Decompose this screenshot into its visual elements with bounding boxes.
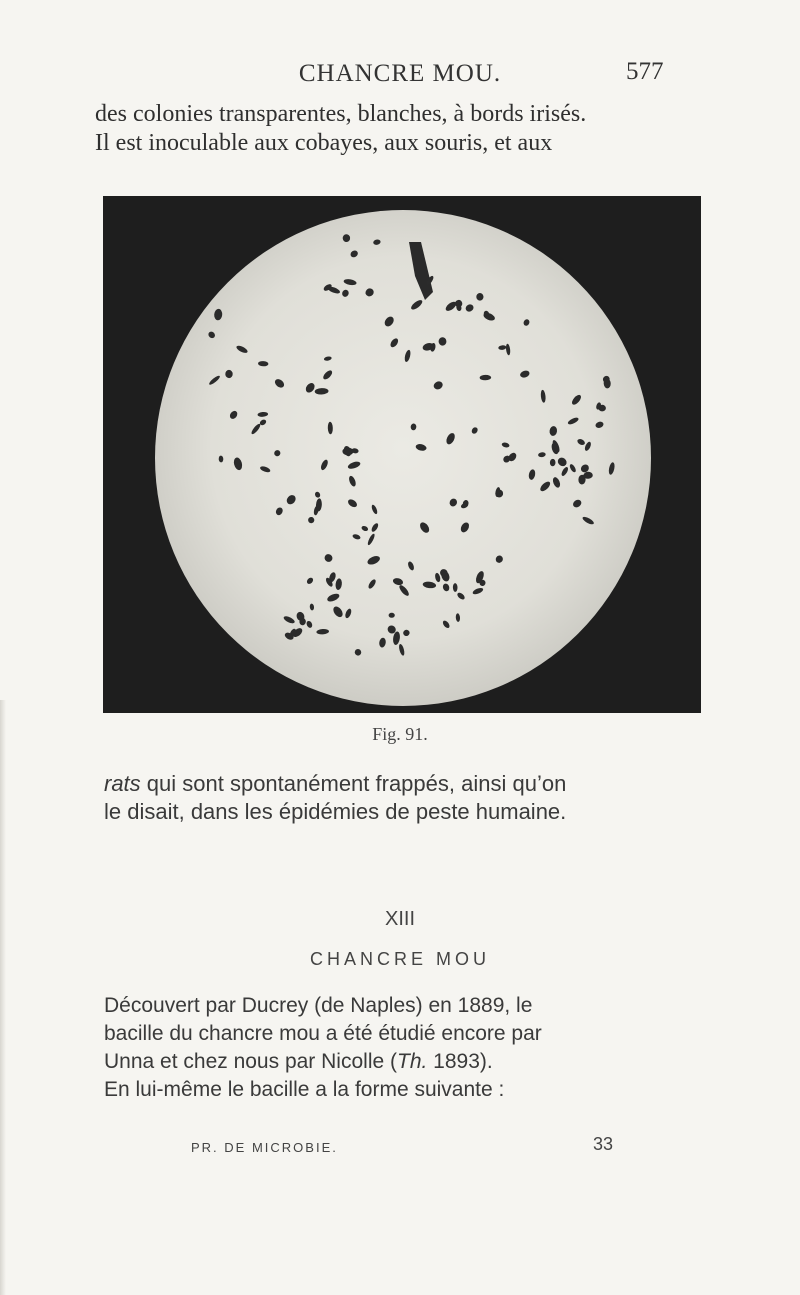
text-fragment: 1893). [427,1050,493,1073]
micrograph-image [103,196,701,713]
section-number: XIII [384,908,415,930]
paragraph-middle [104,770,724,826]
figure-caption: Fig. 91. [372,724,428,744]
text-fragment: Unna et chez nous par Nicolle ( [104,1050,397,1073]
section-title: CHANCRE MOU [309,949,490,969]
page-gutter-shadow [0,700,6,1295]
text-fragment: qui sont spontanément frappés, ainsi qu’on [140,771,567,796]
text-line [104,770,724,798]
bacillus-mark [389,613,395,618]
text-line: des colonies transparentes, blanches, à bords irisés. [95,101,587,127]
text-line: bacille du chancre mou a été étudié encore par [104,1022,542,1045]
signature-number: 33 [593,1134,614,1154]
text-line: Découvert par Ducrey (de Naples) en 1889, le [104,994,533,1017]
text-line [104,1048,734,1076]
paragraph-top [95,100,725,158]
text-line: Il est inoculable aux cobayes, aux souris, et aux [95,130,553,156]
printer-signature: PR. DE MICROBIE. [191,1140,338,1155]
italic-word: rats [104,771,141,796]
italic-word: Th. [397,1050,428,1073]
text-line: le disait, dans les épidémies de peste humaine. [104,799,567,824]
micrograph-figure [103,196,701,713]
microscope-field [155,210,651,706]
page-number: 577 [626,58,664,85]
running-title: CHANCRE MOU. [298,60,502,87]
text-line: En lui-même le bacille a la forme suivante : [104,1078,505,1101]
paragraph-body [104,992,734,1104]
